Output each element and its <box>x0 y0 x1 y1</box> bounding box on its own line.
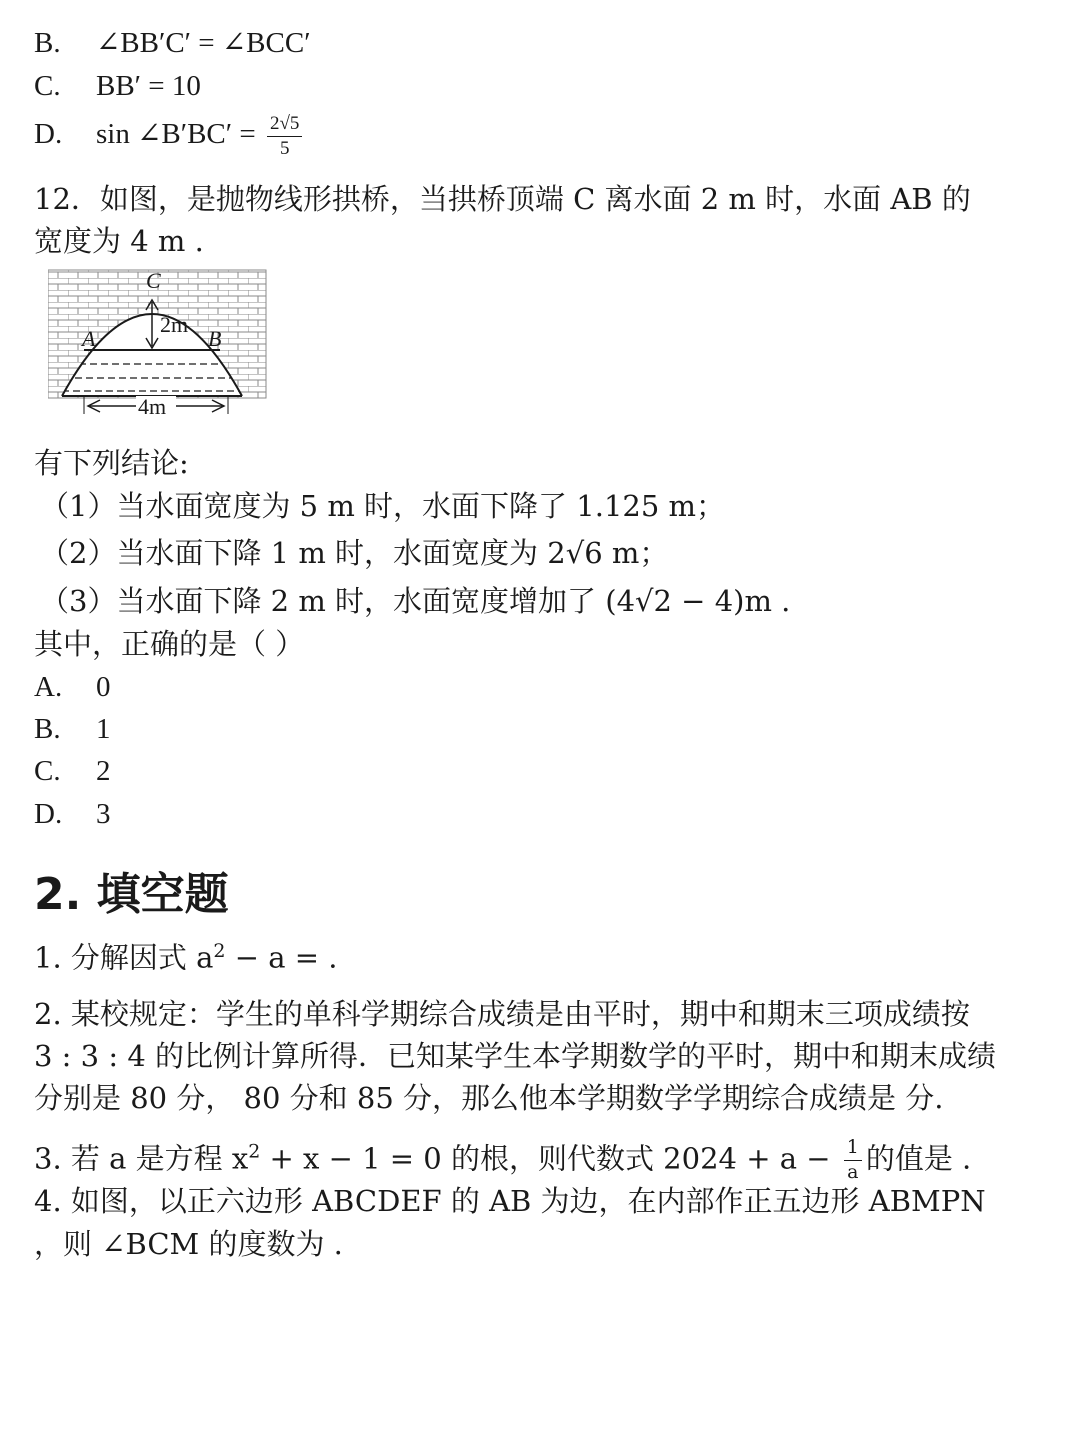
fill-q1: 1. 分解因式 $a^2 - a$ = . <box>34 940 338 975</box>
label-c: C <box>146 268 161 293</box>
q12-question: 其中，正确的是（ ） <box>34 627 305 661</box>
q12-stem-line1: 12．如图，是抛物线形拱桥，当拱桥顶端 C 离水面 2 m 时，水面 AB 的 <box>34 182 971 216</box>
label-height: 2m <box>160 312 189 337</box>
fraction-2root5-over-5: $\frac{2√5}{5}$ <box>267 112 302 161</box>
q12-stem-line2: 宽度为 4 m . <box>34 224 204 258</box>
fill-q2-line1: 2. 某校规定：学生的单科学期综合成绩是由平时，期中和期末三项成绩按 <box>34 997 970 1031</box>
fill-q2-line3: 分别是 80 分， 80 分和 85 分，那么他本学期数学学期综合成绩是 分. <box>34 1081 944 1115</box>
prev-option-c: C. BB′ = 10 <box>34 70 201 102</box>
q12-conclusion-1: （1）当水面宽度为 5 m 时，水面下降了 1.125 m； <box>40 489 726 523</box>
q12-option-d: D. 3 <box>34 798 111 830</box>
label-a: A <box>82 326 96 351</box>
q12-option-b: B. 1 <box>34 713 111 745</box>
q12-option-a: A. 0 <box>34 671 111 703</box>
fill-q2-line2: 3 : 3 : 4 的比例计算所得．已知某学生本学期数学的平时，期中和期末成绩 <box>34 1039 996 1073</box>
section-title-fill-in: 2. 填空题 <box>34 869 229 920</box>
prev-option-d: D. sin ∠B′BC′ = $\frac{2√5}{5}$ <box>34 112 306 161</box>
fill-q4-line2: ，则 ∠BCM 的度数为 . <box>34 1227 343 1261</box>
q12-option-c: C. 2 <box>34 755 111 787</box>
arch-bridge-figure <box>48 266 270 427</box>
label-b: B <box>208 326 222 351</box>
q12-conclusion-3: （3）当水面下降 2 m 时，水面宽度增加了 (4√2 − 4)m . <box>40 584 791 618</box>
arch-bridge-diagram <box>48 266 270 420</box>
q12-conclusions-intro: 有下列结论: <box>34 446 189 480</box>
fill-q4-line1: 4. 如图，以正六边形 ABCDEF 的 AB 为边，在内部作正五边形 ABMPN <box>34 1184 986 1218</box>
fraction-1-over-a: $\frac{1}{a}$ <box>844 1136 862 1185</box>
prev-option-b: B. ∠BB′C′ = ∠BCC′ <box>34 27 311 59</box>
label-width: 4m <box>138 394 167 419</box>
q12-conclusion-2: （2）当水面下降 1 m 时，水面宽度为 2√6 m； <box>40 536 669 570</box>
fill-q3: 3. 若 a 是方程 $x^2 + x - 1 = 0$ 的根，则代数式 2024 + a − $\frac{1}{a}$ 的值是 . <box>34 1136 972 1183</box>
